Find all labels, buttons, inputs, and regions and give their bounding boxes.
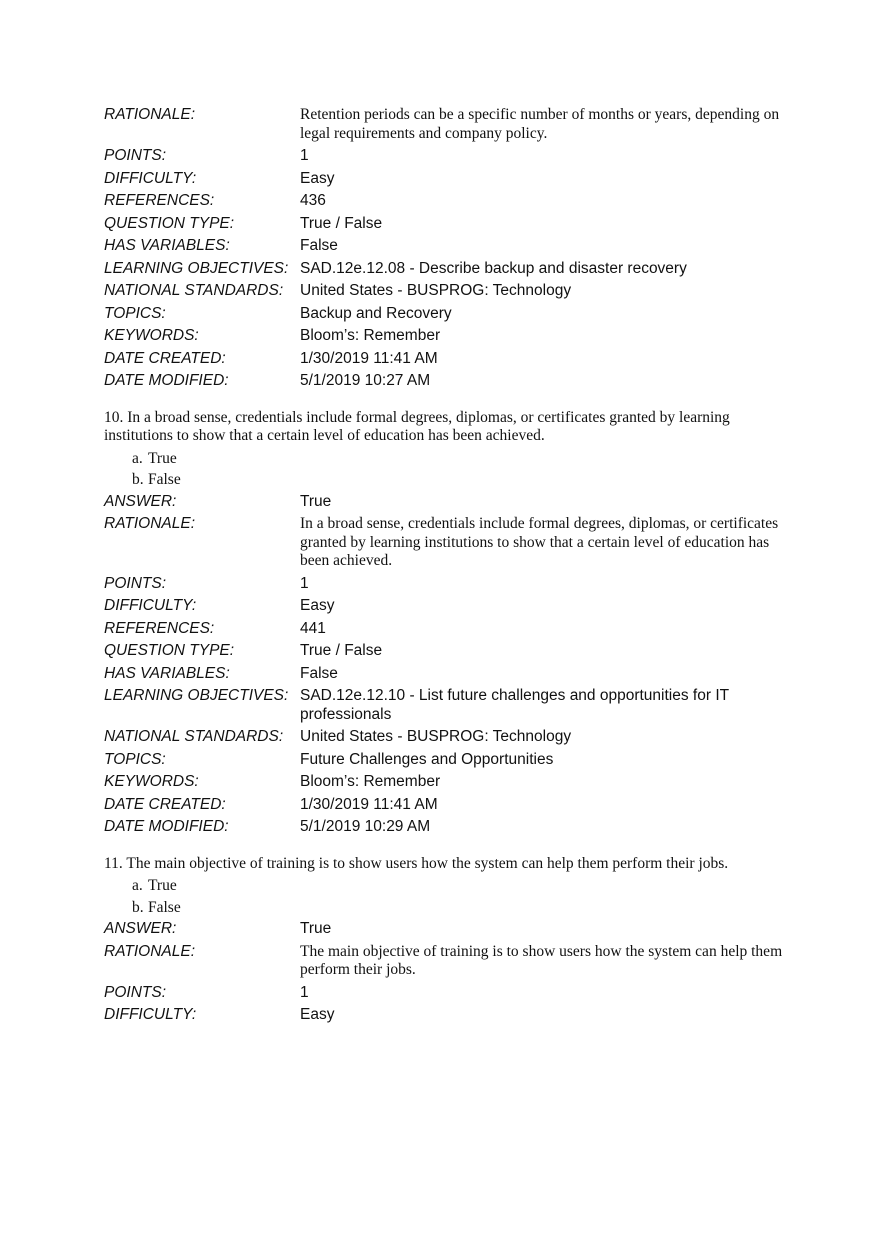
rationale-label: RATIONALE: xyxy=(104,106,196,123)
national-standards-row xyxy=(104,280,784,303)
answer-value: True xyxy=(300,492,332,510)
points-label: POINTS: xyxy=(104,574,167,592)
difficulty-label: DIFFICULTY: xyxy=(104,169,197,187)
rationale-label: RATIONALE: xyxy=(104,942,196,960)
has-variables-value: False xyxy=(300,237,338,254)
keywords-row xyxy=(104,325,784,348)
topics-row xyxy=(104,749,784,772)
national-standards-value: United States - BUSPROG: Technology xyxy=(300,728,572,745)
difficulty-value: Easy xyxy=(300,1006,335,1023)
references-value: 441 xyxy=(300,619,326,637)
points-value: 1 xyxy=(300,147,309,164)
date-modified-value: 5/1/2019 10:27 AM xyxy=(300,372,431,389)
option-b xyxy=(104,897,784,919)
question-type-value: True / False xyxy=(300,642,383,659)
option-letter: b. xyxy=(132,471,144,488)
rationale-row xyxy=(104,513,784,573)
points-value: 1 xyxy=(300,574,309,592)
points-value: 1 xyxy=(300,983,309,1001)
option-text: False xyxy=(148,471,181,488)
keywords-value: Bloom’s: Remember xyxy=(300,773,441,790)
rationale-row xyxy=(104,104,784,145)
difficulty-row xyxy=(104,595,784,618)
date-created-row xyxy=(104,794,784,817)
keywords-row xyxy=(104,771,784,794)
learning-objectives-label: LEARNING OBJECTIVES: xyxy=(104,259,289,277)
points-label: POINTS: xyxy=(104,983,167,1001)
points-label: POINTS: xyxy=(104,147,167,164)
option-letter: a. xyxy=(132,449,143,467)
question-type-value: True / False xyxy=(300,214,383,232)
has-variables-label: HAS VARIABLES: xyxy=(104,237,230,254)
answer-label: ANSWER: xyxy=(104,920,177,937)
has-variables-row xyxy=(104,663,784,686)
date-modified-value: 5/1/2019 10:29 AM xyxy=(300,818,431,835)
national-standards-label: NATIONAL STANDARDS: xyxy=(104,282,284,299)
date-modified-row xyxy=(104,370,784,393)
references-row xyxy=(104,618,784,641)
answer-row xyxy=(104,918,784,941)
rationale-value: In a broad sense, credentials include formal degrees, diplomas, or certificates granted by learning institutions to show that a certain level of education has been achieved. xyxy=(300,515,779,569)
has-variables-label: HAS VARIABLES: xyxy=(104,664,230,682)
topics-label: TOPICS: xyxy=(104,304,166,322)
date-modified-label: DATE MODIFIED: xyxy=(104,818,229,835)
national-standards-row xyxy=(104,726,784,749)
references-value: 436 xyxy=(300,192,326,209)
question-11 xyxy=(104,855,784,1027)
keywords-value: Bloom’s: Remember xyxy=(300,327,441,344)
answer-value: True xyxy=(300,920,332,937)
question-type-label: QUESTION TYPE: xyxy=(104,214,235,232)
date-created-label: DATE CREATED: xyxy=(104,349,226,367)
has-variables-row xyxy=(104,235,784,258)
document-page xyxy=(104,104,784,1027)
points-row xyxy=(104,573,784,596)
question-type-label: QUESTION TYPE: xyxy=(104,642,235,659)
question-type-row xyxy=(104,640,784,663)
keywords-label: KEYWORDS: xyxy=(104,327,199,344)
date-created-value: 1/30/2019 11:41 AM xyxy=(300,349,438,367)
difficulty-label: DIFFICULTY: xyxy=(104,1006,197,1023)
difficulty-value: Easy xyxy=(300,169,335,187)
option-letter: a. xyxy=(132,877,143,894)
option-text: True xyxy=(148,449,177,467)
references-label: REFERENCES: xyxy=(104,192,215,209)
date-modified-label: DATE MODIFIED: xyxy=(104,372,229,389)
rationale-label: RATIONALE: xyxy=(104,515,196,532)
option-a xyxy=(104,448,784,470)
date-modified-row xyxy=(104,816,784,839)
learning-objectives-row xyxy=(104,685,784,726)
has-variables-value: False xyxy=(300,664,338,682)
difficulty-label: DIFFICULTY: xyxy=(104,597,197,614)
topics-row xyxy=(104,303,784,326)
date-created-label: DATE CREATED: xyxy=(104,795,226,813)
date-created-value: 1/30/2019 11:41 AM xyxy=(300,795,438,813)
topics-value: Future Challenges and Opportunities xyxy=(300,750,554,768)
question-10 xyxy=(104,409,784,839)
answer-row xyxy=(104,491,784,514)
rationale-row xyxy=(104,941,784,982)
points-row xyxy=(104,982,784,1005)
question-text: 10. In a broad sense, credentials include formal degrees, diplomas, or certificates granted by learning institutions to show that a certain level of education has been achieved. xyxy=(104,408,730,444)
national-standards-label: NATIONAL STANDARDS: xyxy=(104,728,284,745)
question-text: 11. The main objective of training is to show users how the system can help them perform their jobs. xyxy=(104,854,729,872)
rationale-value: Retention periods can be a specific number of months or years, depending on legal requirements and company policy. xyxy=(300,106,780,142)
prev-question-metadata xyxy=(104,104,784,393)
difficulty-value: Easy xyxy=(300,597,335,614)
difficulty-row xyxy=(104,1004,784,1027)
learning-objectives-row xyxy=(104,258,784,281)
learning-objectives-value: SAD.12e.12.08 - Describe backup and disaster recovery xyxy=(300,259,687,277)
learning-objectives-value: SAD.12e.12.10 - List future challenges and opportunities for IT professionals xyxy=(300,687,729,723)
learning-objectives-label: LEARNING OBJECTIVES: xyxy=(104,687,289,704)
answer-label: ANSWER: xyxy=(104,492,177,510)
keywords-label: KEYWORDS: xyxy=(104,773,199,790)
topics-value: Backup and Recovery xyxy=(300,304,452,322)
date-created-row xyxy=(104,348,784,371)
national-standards-value: United States - BUSPROG: Technology xyxy=(300,282,572,299)
option-a xyxy=(104,875,784,897)
option-b xyxy=(104,469,784,491)
references-label: REFERENCES: xyxy=(104,619,215,637)
difficulty-row xyxy=(104,168,784,191)
references-row xyxy=(104,190,784,213)
option-text: True xyxy=(148,877,177,894)
question-type-row xyxy=(104,213,784,236)
option-letter: b. xyxy=(132,898,144,916)
rationale-value: The main objective of training is to show users how the system can help them perform their jobs. xyxy=(300,942,783,978)
topics-label: TOPICS: xyxy=(104,750,166,768)
points-row xyxy=(104,145,784,168)
option-text: False xyxy=(148,898,181,916)
